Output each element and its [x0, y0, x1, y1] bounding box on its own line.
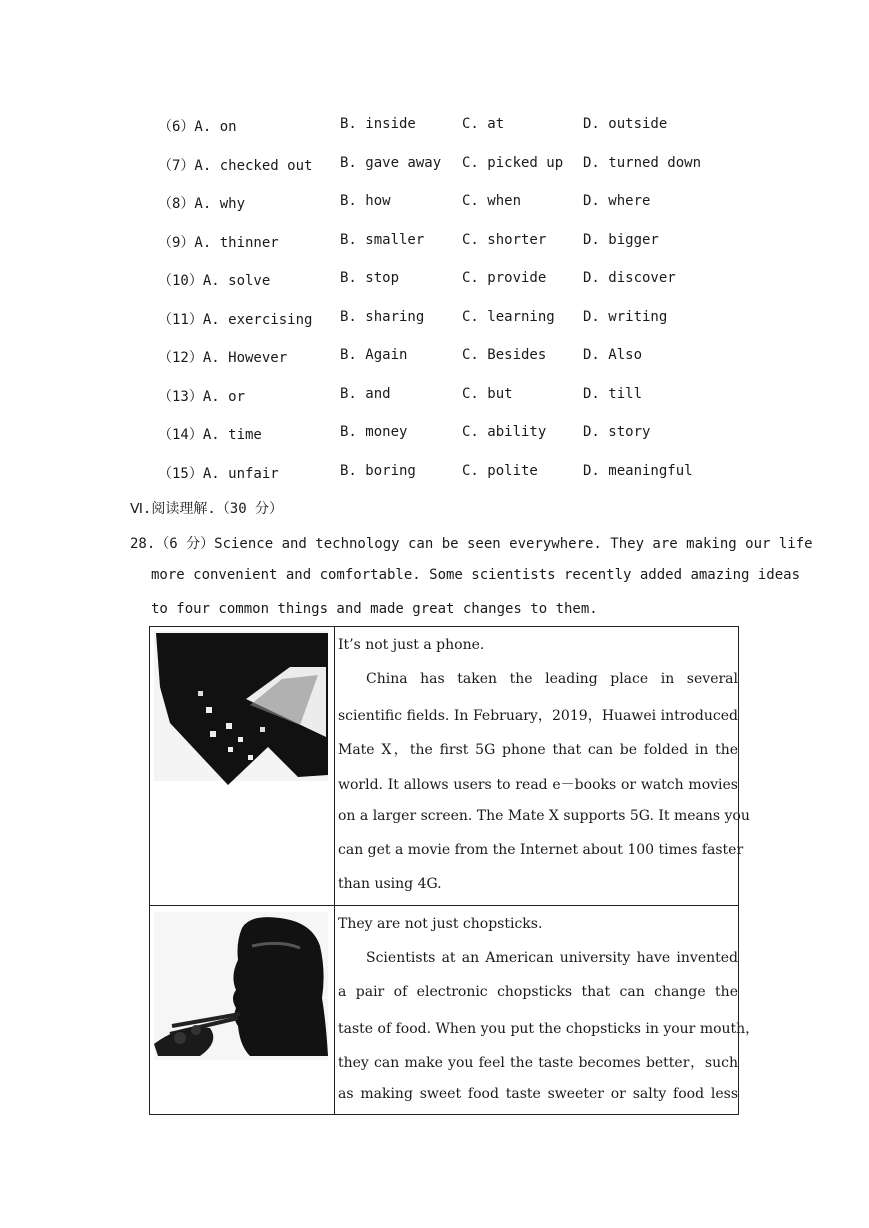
option-row: [0, 463, 869, 483]
option-a: （12）A. However: [158, 350, 288, 366]
option-d: D. story: [583, 424, 651, 440]
option-d: D. turned down: [583, 155, 702, 171]
passage-line: on a larger screen. The Mate X supports 5G. It means you: [338, 808, 750, 824]
passage-line: Mate X，the first 5G phone that can be folded in the: [338, 742, 738, 758]
option-c: C. but: [462, 386, 513, 402]
chopsticks-image: [150, 906, 334, 1114]
option-c: C. at: [462, 116, 505, 132]
option-b: B. boring: [340, 463, 416, 479]
option-row: [0, 270, 869, 290]
phone-text-cell: [336, 627, 750, 905]
option-d: D. where: [583, 193, 651, 209]
option-row: [0, 424, 869, 444]
option-a: （6）A. on: [158, 119, 237, 135]
option-row: [0, 232, 869, 252]
passage-line: than using 4G.: [338, 876, 442, 892]
question-intro-line: 28.（6 分）Science and technology can be seen everywhere. They are making our life: [130, 536, 813, 552]
option-b: B. smaller: [340, 232, 425, 248]
option-row: [0, 309, 869, 329]
option-row: [0, 116, 869, 136]
option-b: B. and: [340, 386, 391, 402]
option-d: D. writing: [583, 309, 668, 325]
passage-title: They are not just chopsticks.: [338, 916, 543, 932]
option-row: [0, 386, 869, 406]
option-c: C. learning: [462, 309, 555, 325]
reading-table: [149, 626, 760, 1115]
option-b: B. Again: [340, 347, 408, 363]
option-c: C. ability: [462, 424, 547, 440]
question-intro-line: to four common things and made great changes to them.: [151, 601, 598, 617]
passage-line: a pair of electronic chopsticks that can change the: [338, 984, 738, 1000]
passage-line: can get a movie from the Internet about 100 times faster: [338, 842, 744, 858]
passage-line: taste of food. When you put the chopsticks in your mouth，: [338, 1021, 760, 1037]
option-b: B. sharing: [340, 309, 425, 325]
question-intro-line: more convenient and comfortable. Some scientists recently added amazing ideas: [151, 567, 801, 583]
option-d: D. discover: [583, 270, 676, 286]
option-row: [0, 193, 869, 213]
option-b: B. money: [340, 424, 408, 440]
chopsticks-image-cell: [150, 906, 335, 1114]
option-c: C. polite: [462, 463, 538, 479]
passage-line: Scientists at an American university have invented: [366, 950, 738, 966]
option-a: （10）A. solve: [158, 273, 271, 289]
option-d: D. till: [583, 386, 643, 402]
folding-phone-image: [150, 627, 334, 905]
option-c: C. shorter: [462, 232, 547, 248]
option-a: （9）A. thinner: [158, 235, 279, 251]
chopsticks-text-cell: [336, 906, 760, 1114]
option-b: B. how: [340, 193, 391, 209]
option-b: B. stop: [340, 270, 400, 286]
option-a: （11）A. exercising: [158, 312, 313, 328]
option-a: （8）A. why: [158, 196, 246, 212]
option-a: （7）A. checked out: [158, 158, 313, 174]
option-d: D. meaningful: [583, 463, 693, 479]
option-d: D. outside: [583, 116, 668, 132]
option-a: （15）A. unfair: [158, 466, 279, 482]
option-row: [0, 155, 869, 175]
option-c: C. Besides: [462, 347, 547, 363]
passage-title: It’s not just a phone.: [338, 637, 485, 653]
section-title: Ⅵ.阅读理解.（30 分）: [130, 501, 284, 517]
option-c: C. when: [462, 193, 522, 209]
passage-line: as making sweet food taste sweeter or salty food less: [338, 1086, 738, 1102]
option-d: D. bigger: [583, 232, 659, 248]
passage-line: they can make you feel the taste becomes better，such: [338, 1055, 738, 1071]
passage-line: scientific fields. In February，2019，Huawei introduced: [338, 708, 738, 724]
option-a: （13）A. or: [158, 389, 246, 405]
option-c: C. provide: [462, 270, 547, 286]
phone-image-cell: [150, 627, 335, 905]
option-b: B. inside: [340, 116, 416, 132]
option-d: D. Also: [583, 347, 643, 363]
option-b: B. gave away: [340, 155, 442, 171]
passage-line: world. It allows users to read e－books or watch movies: [338, 777, 738, 793]
passage-line: China has taken the leading place in several: [366, 671, 738, 687]
option-a: （14）A. time: [158, 427, 262, 443]
option-row: [0, 347, 869, 367]
option-c: C. picked up: [462, 155, 564, 171]
